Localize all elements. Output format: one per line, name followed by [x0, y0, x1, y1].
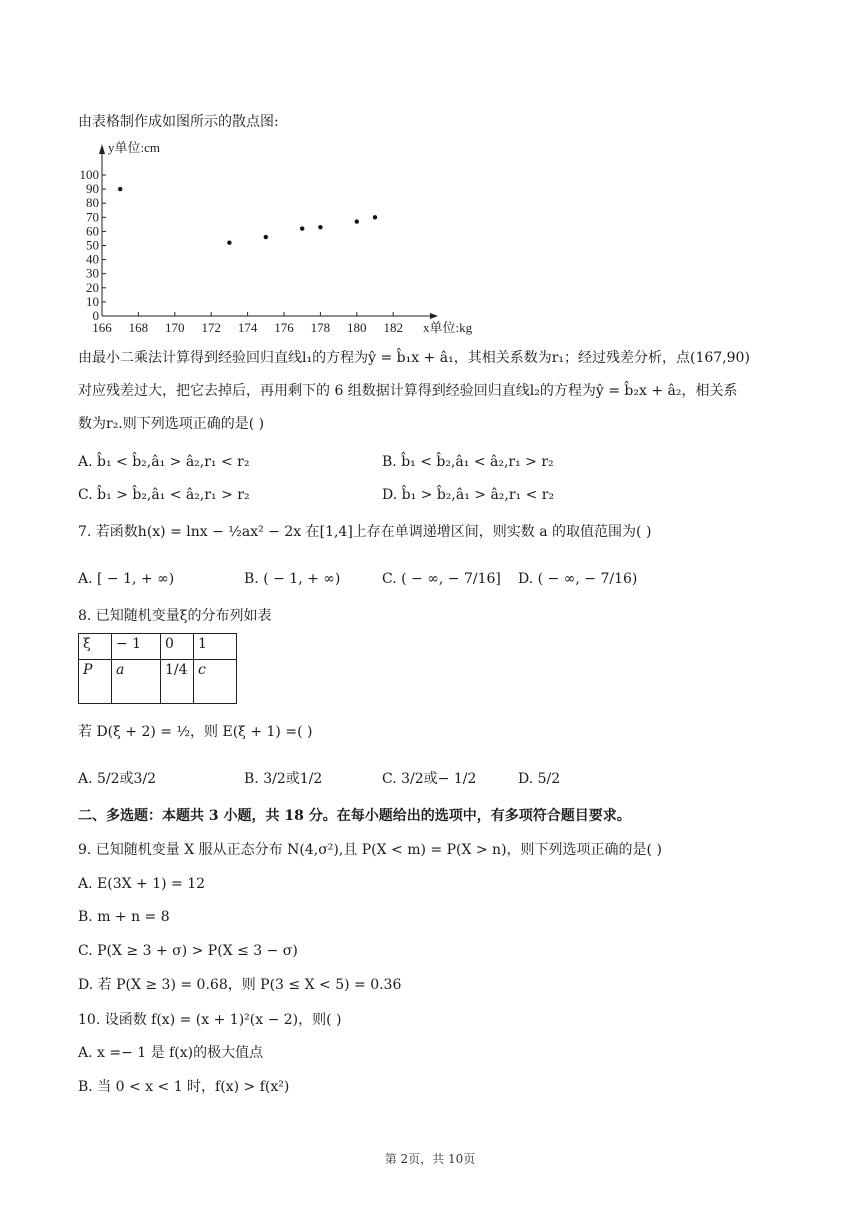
table-cell: P — [79, 660, 112, 704]
x-axis-arrow — [430, 313, 438, 319]
y-tick-label: 50 — [86, 237, 99, 253]
q8-condition: 若 D(ξ + 2) = ½，则 E(ξ + 1) =( ) — [78, 724, 313, 740]
y-tick-label: 30 — [86, 265, 99, 281]
q6-line1: 由最小二乘法计算得到经验回归直线l₁的方程为ŷ = b̂₁x + â₁，其相关系数为r₁；经过残差分析，点(167,90) — [78, 350, 750, 366]
q10-option-a: A. x =− 1 是 f(x)的极大值点 — [78, 1045, 264, 1061]
x-tick-label: 172 — [201, 320, 221, 335]
table-cell: c — [194, 660, 237, 704]
y-tick-label: 100 — [79, 167, 99, 182]
y-tick-label: 0 — [92, 308, 99, 323]
scatter-chart — [78, 140, 498, 340]
x-tick-label: 176 — [274, 320, 294, 335]
data-point — [118, 187, 122, 191]
data-point — [355, 219, 359, 223]
data-point — [227, 240, 231, 244]
q8-stem: 8. 已知随机变量ξ的分布列如表 — [78, 608, 272, 624]
x-tick-label: 168 — [128, 320, 149, 335]
x-tick-label: 166 — [92, 320, 112, 335]
x-axis-label: x单位:kg — [423, 320, 473, 335]
q10-option-b: B. 当 0 < x < 1 时，f(x) > f(x²) — [78, 1079, 290, 1095]
q6-option-a: A. b̂₁ < b̂₂,â₁ > â₂,r₁ < r₂ — [78, 454, 250, 470]
q7-option-d: D. ( − ∞, − 7/16) — [518, 571, 638, 587]
data-point — [300, 226, 304, 230]
table-cell: − 1 — [112, 634, 161, 660]
y-tick-label: 90 — [86, 181, 99, 197]
data-point — [264, 235, 268, 239]
table-cell: 0 — [161, 634, 194, 660]
data-point — [373, 215, 377, 219]
table-row — [79, 660, 237, 704]
y-axis-label: y单位:cm — [108, 140, 160, 155]
x-tick-label: 182 — [383, 320, 403, 335]
table-cell: ξ — [79, 634, 112, 660]
page-footer: 第 2页，共 10页 — [384, 1152, 476, 1166]
y-tick-label: 20 — [86, 279, 99, 295]
q7-option-a: A. [ − 1, + ∞) — [78, 571, 175, 587]
intro-text: 由表格制作成如图所示的散点图: — [78, 114, 279, 130]
q8-option-b: B. 3/2或1/2 — [244, 771, 323, 787]
table-cell: a — [112, 660, 161, 704]
q8-option-a: A. 5/2或3/2 — [78, 771, 157, 787]
q9-option-c: C. P(X ≥ 3 + σ) > P(X ≤ 3 − σ) — [78, 943, 298, 959]
q9-option-d: D. 若 P(X ≥ 3) = 0.68，则 P(3 ≤ X < 5) = 0.36 — [78, 977, 402, 993]
x-tick-label: 170 — [165, 320, 185, 335]
y-tick-label: 60 — [86, 223, 99, 239]
q7-option-b: B. ( − 1, + ∞) — [244, 571, 341, 587]
q9-stem: 9. 已知随机变量 X 服从正态分布 N(4,σ²),且 P(X < m) = P(X > n)，则下列选项正确的是( ) — [78, 842, 662, 858]
y-tick-label: 10 — [86, 293, 99, 309]
section-heading: 二、多选题：本题共 3 小题，共 18 分。在每小题给出的选项中，有多项符合题目要求。 — [78, 808, 631, 824]
data-point — [318, 225, 322, 229]
q8-option-c: C. 3/2或− 1/2 — [382, 771, 477, 787]
x-tick-label: 180 — [347, 320, 367, 335]
q9-option-a: A. E(3X + 1) = 12 — [78, 876, 206, 892]
q6-line3: 数为r₂.则下列选项正确的是( ) — [78, 416, 265, 432]
q6-option-c: C. b̂₁ > b̂₂,â₁ < â₂,r₁ > r₂ — [78, 487, 250, 503]
q6-option-b: B. b̂₁ < b̂₂,â₁ < â₂,r₁ > r₂ — [382, 454, 554, 470]
q9-option-b: B. m + n = 8 — [78, 909, 170, 925]
q7-option-c: C. ( − ∞, − 7/16] — [382, 571, 501, 587]
distribution-table — [78, 633, 237, 704]
q6-line2: 对应残差过大，把它去掉后，再用剩下的 6 组数据计算得到经验回归直线l₂的方程为ŷ = b̂₂x + â₂，相关系 — [78, 383, 738, 399]
table-cell: 1 — [194, 634, 237, 660]
q10-stem: 10. 设函数 f(x) = (x + 1)²(x − 2)，则( ) — [78, 1012, 342, 1028]
y-tick-label: 40 — [86, 251, 99, 267]
q6-option-d: D. b̂₁ > b̂₂,â₁ > â₂,r₁ < r₂ — [382, 487, 555, 503]
y-tick-label: 80 — [86, 195, 99, 211]
q7-stem: 7. 若函数h(x) = lnx − ½ax² − 2x 在[1,4]上存在单调递增区间，则实数 a 的取值范围为( ) — [78, 524, 652, 540]
y-axis-arrow — [99, 144, 105, 154]
y-tick-label: 70 — [86, 209, 99, 225]
x-tick-label: 174 — [237, 320, 258, 335]
x-tick-label: 178 — [310, 320, 331, 335]
table-cell: 1/4 — [161, 660, 194, 704]
table-row — [79, 634, 237, 660]
q8-option-d: D. 5/2 — [518, 771, 561, 787]
